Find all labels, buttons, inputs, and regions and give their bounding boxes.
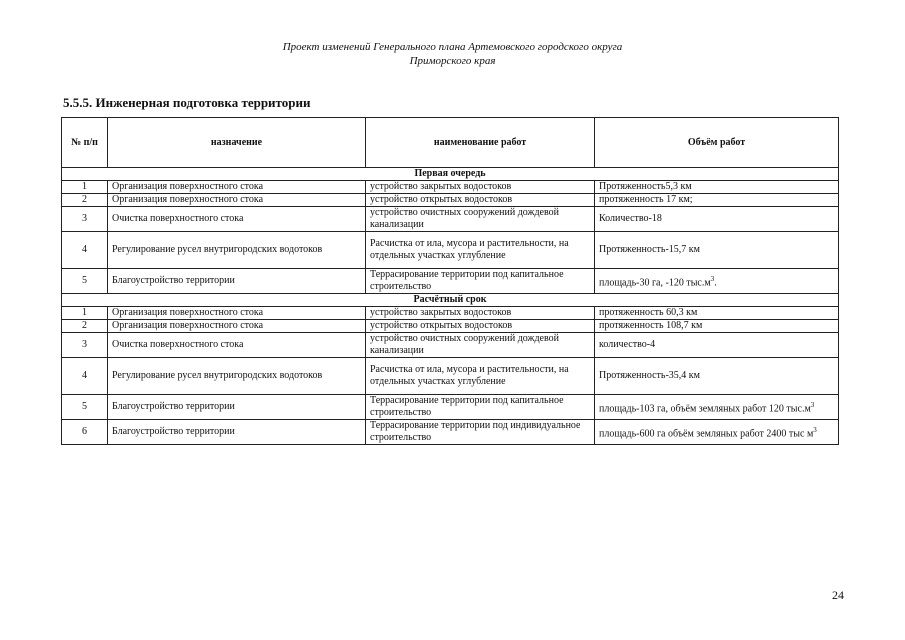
table-row	[62, 307, 839, 320]
volume-cell	[595, 207, 839, 232]
volume-unit-superscript: 3	[810, 400, 815, 409]
purpose-cell: Очистка поверхностного стока	[108, 207, 366, 232]
header-cell-purpose: назначение	[108, 118, 366, 168]
group-title: Первая очередь	[62, 168, 839, 181]
volume-cell	[595, 181, 839, 194]
volume-text: площадь-600 га объём земляных работ 2400 тыс м	[599, 428, 814, 440]
volume-text: площадь-30 га, -120 тыс.м	[599, 277, 711, 289]
purpose-cell: Благоустройство территории	[108, 395, 366, 420]
header-cell-volume: Объём работ	[595, 118, 839, 168]
table-row	[62, 333, 839, 358]
section-title: 5.5.5. Инженерная подготовка территории	[63, 95, 311, 110]
purpose-cell: Организация поверхностного стока	[108, 320, 366, 333]
works-cell: устройство открытых водостоков	[366, 320, 595, 333]
volume-text: протяженность 108,7 км	[599, 320, 703, 331]
row-number-cell: 1	[62, 307, 108, 320]
row-number-cell: 3	[62, 333, 108, 358]
table-row	[62, 194, 839, 207]
volume-cell	[595, 194, 839, 207]
header-cell-number: № п/п	[62, 118, 108, 168]
works-cell: Расчистка от ила, мусора и растительности, на отдельных участках углубление	[366, 232, 595, 269]
table-row	[62, 420, 839, 445]
row-number-cell: 2	[62, 194, 108, 207]
works-cell: Расчистка от ила, мусора и растительности, на отдельных участках углубление	[366, 358, 595, 395]
works-cell: устройство закрытых водостоков	[366, 181, 595, 194]
volume-text: площадь-103 га, объём земляных работ 120 тыс.м	[599, 403, 811, 415]
volume-text: Количество-18	[599, 213, 662, 224]
row-number-cell: 6	[62, 420, 108, 445]
volume-text: Протяженность5,3 км	[599, 181, 692, 192]
purpose-cell: Организация поверхностного стока	[108, 194, 366, 207]
header-line-2: Приморского края	[409, 55, 496, 67]
volume-cell	[595, 420, 839, 445]
purpose-cell: Благоустройство территории	[108, 420, 366, 445]
document-header	[0, 40, 905, 68]
table-row	[62, 358, 839, 395]
volume-cell	[595, 358, 839, 395]
row-number-cell: 1	[62, 181, 108, 194]
volume-cell	[595, 307, 839, 320]
volume-text: количество-4	[599, 339, 656, 350]
row-number-cell: 3	[62, 207, 108, 232]
volume-cell	[595, 232, 839, 269]
table-body	[62, 168, 839, 445]
table-header-row	[62, 118, 839, 168]
purpose-cell: Регулирование русел внутригородских водотоков	[108, 232, 366, 269]
group-title: Расчётный срок	[62, 294, 839, 307]
volume-cell	[595, 395, 839, 420]
table-row	[62, 232, 839, 269]
table-row	[62, 269, 839, 294]
works-cell: устройство очистных сооружений дождевой канализации	[366, 207, 595, 232]
purpose-cell: Организация поверхностного стока	[108, 307, 366, 320]
works-cell: Террасирование территории под капитальное строительство	[366, 269, 595, 294]
purpose-cell: Регулирование русел внутригородских водотоков	[108, 358, 366, 395]
works-cell: устройство закрытых водостоков	[366, 307, 595, 320]
row-number-cell: 5	[62, 269, 108, 294]
engineering-works-table	[61, 117, 839, 445]
volume-text: Протяженность-35,4 км	[599, 370, 700, 381]
page-number: 24	[832, 588, 844, 602]
volume-unit-superscript: 3	[813, 425, 817, 434]
volume-unit-superscript: 3	[710, 274, 715, 283]
row-number-cell: 5	[62, 395, 108, 420]
purpose-cell: Организация поверхностного стока	[108, 181, 366, 194]
header-cell-works: наименование работ	[366, 118, 595, 168]
works-cell: устройство очистных сооружений дождевой канализации	[366, 333, 595, 358]
row-number-cell: 4	[62, 358, 108, 395]
volume-text: протяженность 60,3 км	[599, 307, 698, 318]
volume-cell	[595, 320, 839, 333]
purpose-cell: Очистка поверхностного стока	[108, 333, 366, 358]
volume-text: Протяженность-15,7 км	[599, 244, 700, 255]
table-row	[62, 395, 839, 420]
table-row	[62, 320, 839, 333]
volume-cell	[595, 333, 839, 358]
table-row	[62, 181, 839, 194]
volume-cell	[595, 269, 839, 294]
row-number-cell: 4	[62, 232, 108, 269]
group-row	[62, 168, 839, 181]
row-number-cell: 2	[62, 320, 108, 333]
works-cell: Террасирование территории под индивидуальное строительство	[366, 420, 595, 445]
works-cell: Террасирование территории под капитальное строительство	[366, 395, 595, 420]
group-row	[62, 294, 839, 307]
volume-tail: .	[714, 277, 717, 289]
works-cell: устройство открытых водостоков	[366, 194, 595, 207]
table-row	[62, 207, 839, 232]
header-line-1: Проект изменений Генерального плана Артемовского городского округа	[282, 41, 623, 53]
purpose-cell: Благоустройство территории	[108, 269, 366, 294]
volume-text: протяженность 17 км;	[599, 194, 693, 205]
